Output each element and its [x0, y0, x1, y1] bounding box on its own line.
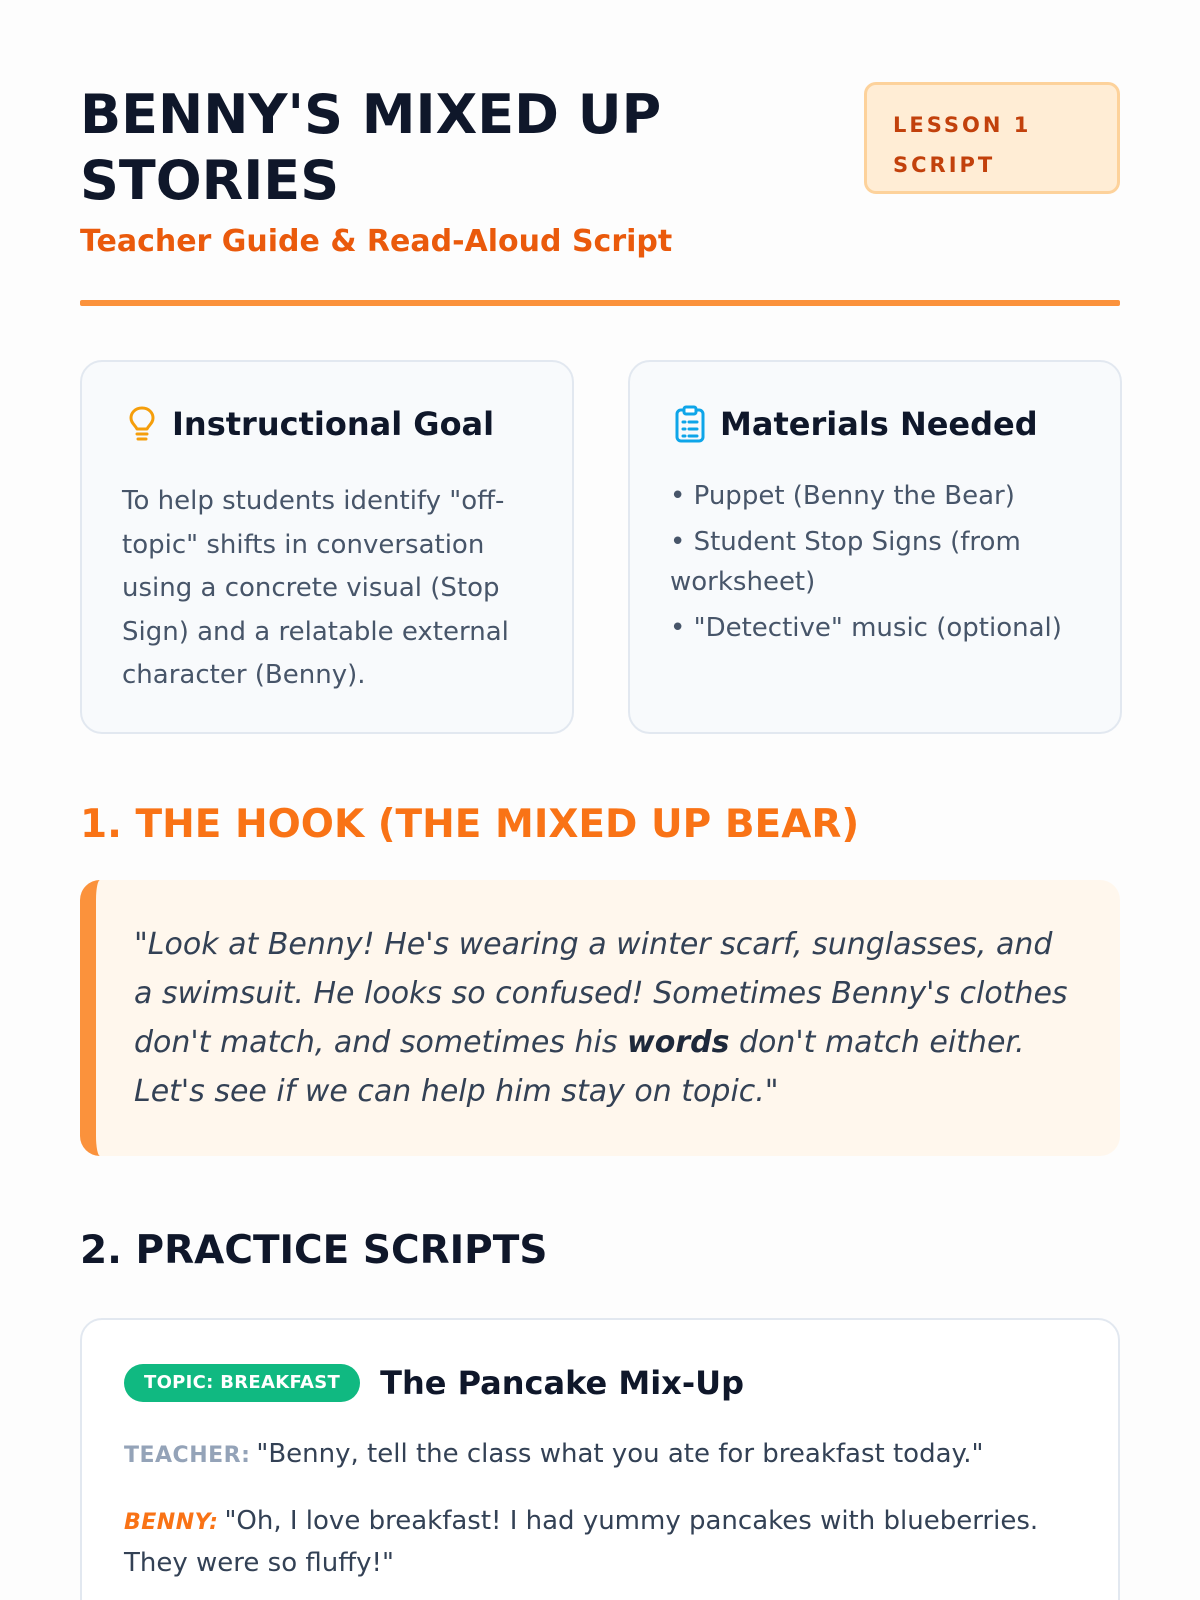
- script-title: The Pancake Mix-Up: [380, 1364, 744, 1402]
- card-title: Materials Needed: [720, 405, 1038, 443]
- instructional-goal-card: [80, 360, 574, 734]
- lesson-badge: LESSON 1 SCRIPT: [864, 82, 1120, 194]
- card-title: Instructional Goal: [172, 405, 495, 443]
- script-line-teacher: [124, 1434, 1076, 1476]
- header-divider: [80, 300, 1120, 306]
- card-header: [670, 402, 1080, 446]
- script-header: [124, 1362, 1076, 1404]
- speaker-label: BENNY:: [124, 1510, 219, 1535]
- quote-emphasis: words: [627, 1025, 730, 1060]
- materials-card: [628, 360, 1122, 734]
- info-cards: [80, 360, 1120, 734]
- speaker-label: TEACHER:: [124, 1443, 251, 1468]
- page-subtitle: Teacher Guide & Read-Aloud Script: [80, 224, 673, 259]
- clipboard-icon: [670, 404, 710, 444]
- line-text: "Benny, tell the class what you ate for breakfast today.": [256, 1439, 984, 1469]
- line-text: "Oh, I love breakfast! I had yummy pancakes with blueberries. They were so fluffy!": [124, 1506, 1039, 1578]
- script-line-benny: [124, 1501, 1076, 1583]
- hook-quote: [80, 880, 1120, 1156]
- header: [80, 82, 1120, 312]
- script-card: [80, 1318, 1120, 1600]
- lightbulb-icon: [122, 404, 162, 444]
- lesson-page: [80, 0, 1120, 1600]
- quote-text-end: don't match either. Let's see if we can help him stay on topic.": [134, 1025, 1025, 1109]
- topic-badge: TOPIC: BREAKFAST: [124, 1364, 360, 1402]
- page-title: BENNY'S MIXED UP STORIES: [80, 83, 662, 212]
- hook-section-title: 1. THE HOOK (THE MIXED UP BEAR): [80, 802, 860, 847]
- materials-list: [670, 476, 1080, 648]
- card-header: [122, 402, 532, 446]
- quote-text-start: "Look at Benny! He's wearing a winter scarf, sunglasses, and a swimsuit. He looks so confused! Sometimes Benny's clothes don't match, and sometimes his: [134, 927, 1068, 1060]
- practice-section-title: 2. PRACTICE SCRIPTS: [80, 1228, 548, 1273]
- list-item: • "Detective" music (optional): [670, 608, 1080, 648]
- list-item: • Student Stop Signs (from worksheet): [670, 522, 1080, 602]
- list-item: • Puppet (Benny the Bear): [670, 476, 1080, 516]
- goal-text: To help students identify "off-topic" shifts in conversation using a concrete visual (Stop Sign) and a relatable external character (Benny).: [122, 486, 509, 690]
